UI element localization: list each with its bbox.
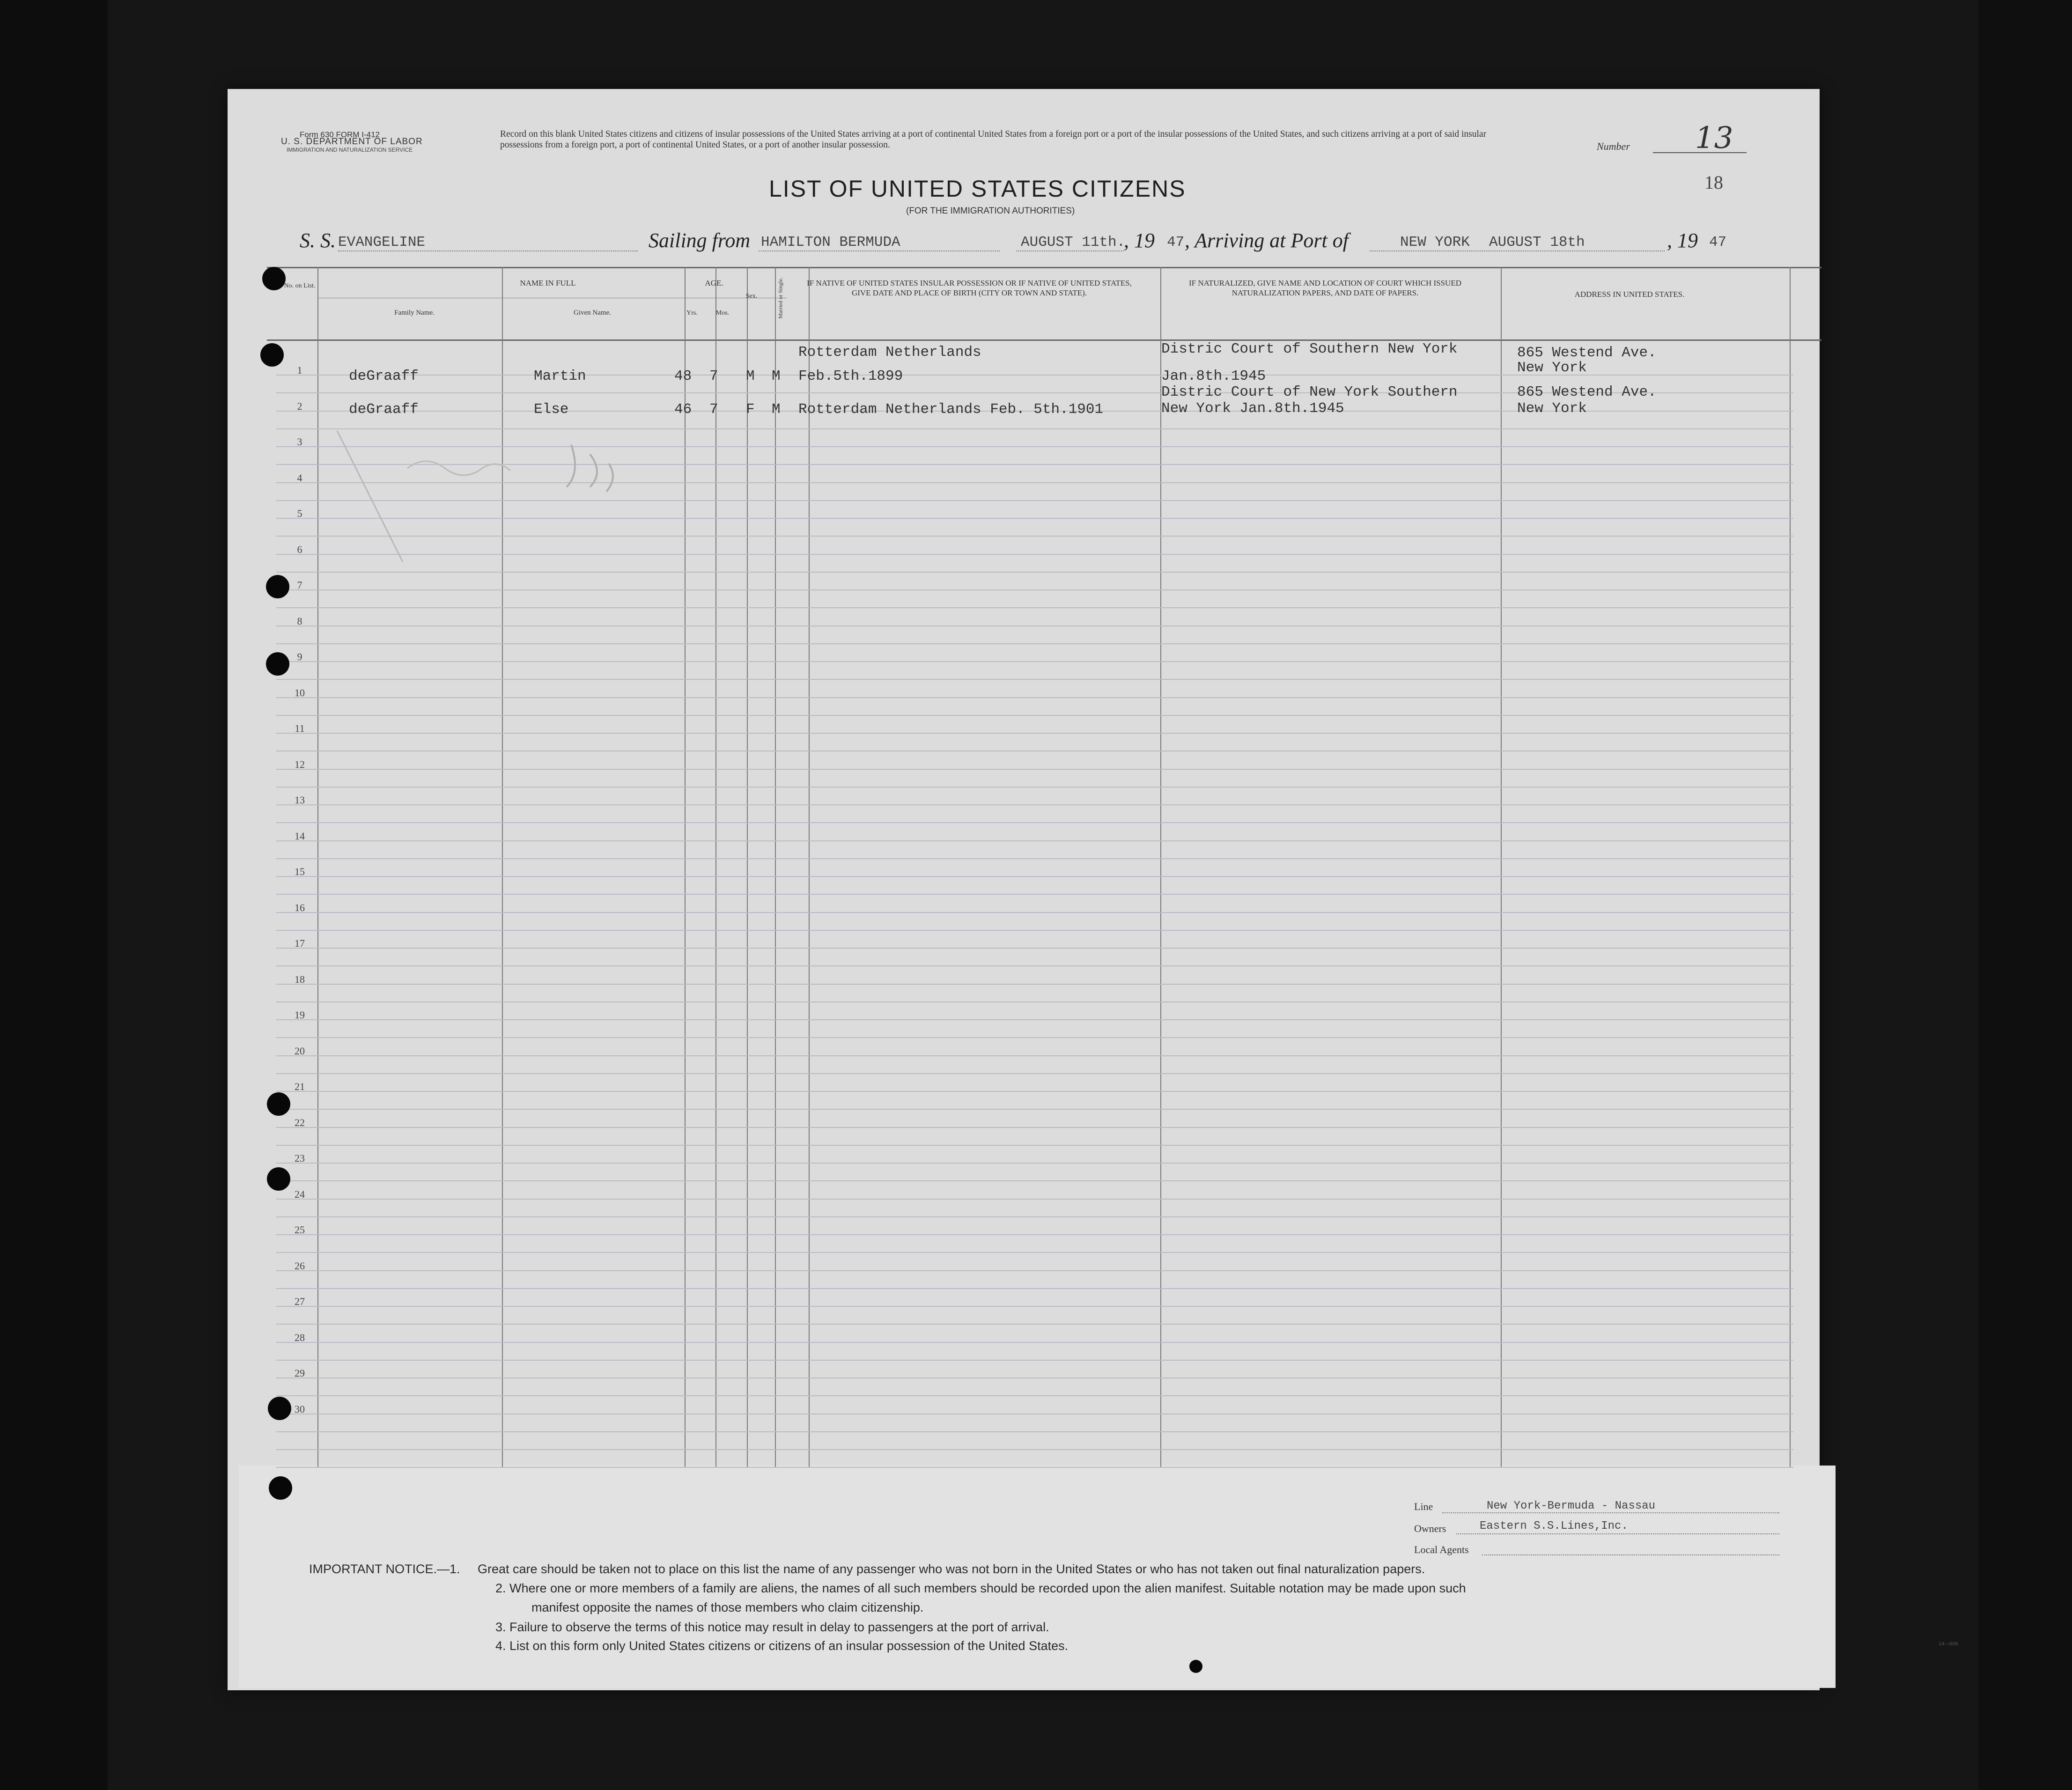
col-header-yrs: Yrs.	[686, 309, 698, 317]
row-number: 26	[295, 1260, 305, 1272]
document-title: LIST OF UNITED STATES CITIZENS	[769, 176, 1186, 202]
row-number: 19	[295, 1009, 305, 1021]
row-rule	[276, 840, 1793, 841]
sailing-from-label: Sailing from	[649, 229, 751, 252]
row-rule	[276, 1270, 1793, 1271]
row-number: 6	[297, 544, 302, 555]
row-rule	[276, 769, 1793, 770]
col-header-address: ADDRESS IN UNITED STATES.	[1574, 290, 1685, 299]
row-2-address-line2: New York	[1517, 400, 1587, 417]
row-rule	[276, 1360, 1793, 1361]
row-1-sex: M	[746, 368, 755, 384]
col-header-sex: Sex.	[745, 293, 758, 300]
scan-border-left	[0, 0, 108, 1790]
row-number: 18	[295, 973, 305, 985]
col-header-mos: Mos.	[715, 309, 730, 317]
row-1-family-name: deGraaff	[349, 368, 419, 384]
line-value: New York-Bermuda - Nassau	[1487, 1500, 1656, 1512]
col-header-age: AGE.	[705, 279, 723, 287]
row-number: 16	[295, 902, 305, 913]
row-rule	[276, 1467, 1793, 1468]
notice-4: 4. List on this form only United States citizens or citizens of an insular possession of the United States.	[495, 1639, 1069, 1653]
row-number: 13	[295, 794, 305, 806]
row-rule	[276, 1431, 1793, 1432]
row-rule	[276, 948, 1793, 949]
row-2-marital: M	[772, 401, 781, 418]
row-1-address-line2: New York	[1517, 360, 1587, 376]
sailing-date-line	[1016, 250, 1124, 251]
row-1-yrs: 48	[674, 368, 692, 384]
row-rule	[276, 1306, 1793, 1307]
row-number: 14	[295, 830, 305, 842]
row-rule	[276, 715, 1793, 716]
row-rule	[276, 697, 1793, 698]
row-2-family-name: deGraaff	[349, 401, 419, 418]
row-rule	[276, 1449, 1793, 1450]
row-1-birth-line1: Rotterdam Netherlands	[798, 344, 981, 361]
row-rule	[276, 1377, 1793, 1378]
form-code: 14—606	[1939, 1641, 1958, 1647]
col-header-no: No. on List.	[284, 282, 316, 289]
sailing-date: AUGUST 11th.	[1021, 234, 1126, 250]
owners-dots	[1456, 1533, 1779, 1534]
arriving-line	[1370, 250, 1665, 251]
ship-label: S. S.	[300, 229, 336, 252]
row-1-marital: M	[772, 368, 781, 384]
row-rule	[276, 1288, 1793, 1289]
row-rule	[276, 1037, 1793, 1038]
row-rule	[276, 1109, 1793, 1110]
row-rule	[276, 965, 1793, 966]
header-bottom-rule	[267, 339, 1821, 341]
punch-hole	[268, 1397, 291, 1420]
manifest-sheet	[228, 89, 1820, 1690]
row-number: 12	[295, 759, 305, 770]
punch-hole	[266, 575, 289, 598]
notice-3: 3. Failure to observe the terms of this notice may result in delay to passengers at the port of arrival.	[495, 1620, 1049, 1634]
row-2-address-line1: 865 Westend Ave.	[1517, 384, 1657, 400]
row-rule	[276, 1324, 1793, 1325]
row-rule	[276, 679, 1793, 680]
row-rule	[276, 1055, 1793, 1056]
row-rule	[276, 643, 1793, 644]
punch-hole	[269, 1476, 292, 1500]
service-name: IMMIGRATION AND NATURALIZATION SERVICE	[287, 147, 413, 153]
row-2-given-name: Else	[534, 401, 569, 418]
owners-value: Eastern S.S.Lines,Inc.	[1480, 1520, 1628, 1532]
col-header-naturalized: IF NATURALIZED, GIVE NAME AND LOCATION OF COURT WHICH ISSUED NATURALIZATION PAPERS, AND DATE OF PAPERS.	[1188, 279, 1461, 297]
row-rule	[276, 1234, 1793, 1235]
notice-1: Great care should be taken not to place on this list the name of any passenger who was not born in the United States or who has not taken out final naturalization papers.	[478, 1562, 1425, 1576]
row-rule	[276, 894, 1793, 895]
punch-hole	[1189, 1660, 1202, 1673]
row-rule	[276, 1180, 1793, 1181]
local-agents-label: Local Agents	[1414, 1544, 1469, 1555]
sailing-year-label: , 19	[1124, 229, 1155, 252]
row-rule	[276, 661, 1793, 662]
sailing-year: 47	[1167, 234, 1185, 250]
arriving-label: , Arriving at Port of	[1185, 229, 1349, 252]
row-rule	[276, 822, 1793, 823]
row-rule	[276, 1091, 1793, 1092]
row-rule	[276, 1252, 1793, 1253]
sailing-from-line	[759, 250, 1000, 251]
list-number: 13	[1695, 121, 1733, 155]
row-rule	[276, 589, 1793, 590]
row-number: 20	[295, 1045, 305, 1057]
row-rule	[276, 858, 1793, 859]
row-number: 25	[295, 1224, 305, 1236]
col-header-given-name: Given Name.	[574, 309, 611, 317]
row-number: 1	[297, 364, 302, 376]
row-rule	[276, 607, 1793, 608]
row-number: 8	[297, 615, 302, 627]
row-rule	[276, 876, 1793, 877]
row-number: 17	[295, 937, 305, 949]
line-label: Line	[1414, 1501, 1433, 1512]
row-rule	[276, 1216, 1793, 1217]
pencil-scribble	[328, 412, 665, 571]
row-number: 24	[295, 1188, 305, 1200]
row-number: 30	[295, 1403, 305, 1415]
row-1-court-line2: Jan.8th.1945	[1161, 368, 1266, 384]
punch-hole	[267, 1167, 290, 1191]
punch-hole	[260, 343, 284, 367]
row-rule	[276, 804, 1793, 805]
punch-hole	[267, 1092, 290, 1116]
punch-hole	[262, 267, 286, 290]
document-subtitle: (FOR THE IMMIGRATION AUTHORITIES)	[906, 206, 1075, 216]
arriving-date: AUGUST 18th	[1489, 234, 1585, 250]
row-number: 15	[295, 866, 305, 877]
row-number: 22	[295, 1117, 305, 1128]
row-rule	[276, 572, 1793, 573]
line-dots	[1442, 1512, 1779, 1513]
row-rule	[276, 1342, 1793, 1343]
row-number: 21	[295, 1081, 305, 1092]
department-name: U. S. DEPARTMENT OF LABOR	[281, 137, 423, 147]
row-rule	[276, 1073, 1793, 1074]
notice-2a: 2. Where one or more members of a family are aliens, the names of all such members should be recorded upon the alien manifest. Suitable notation may be made upon such	[495, 1581, 1466, 1595]
row-number: 4	[297, 472, 302, 484]
row-rule	[276, 912, 1793, 913]
row-number: 5	[297, 508, 302, 519]
form-instructions: Record on this blank United States citizens and citizens of insular possessions of the United States arriving at a port of continental United States from a foreign port or a port of the insular possessions of the United States, and such citizens arriving at a port of said insular possessions from a foreign port, a port of continental United States, or a port of another insular possession.	[500, 129, 1487, 150]
punch-hole	[266, 652, 289, 676]
form-number: Form 630 FORM I-412	[300, 130, 380, 139]
row-number: 29	[295, 1367, 305, 1379]
row-1-address-line1: 865 Westend Ave.	[1517, 345, 1657, 361]
row-1-birth-line2: Feb.5th.1899	[798, 368, 903, 384]
row-number: 7	[297, 579, 302, 591]
row-1-mos: 7	[709, 368, 718, 384]
row-rule	[276, 1127, 1793, 1128]
local-agents-dots	[1482, 1554, 1779, 1555]
col-header-name-in-full: NAME IN FULL	[520, 279, 576, 287]
page-number: 18	[1704, 172, 1723, 193]
arriving-port: NEW YORK	[1400, 234, 1470, 250]
row-number: 10	[295, 687, 305, 699]
col-header-married: Married or Single.	[777, 277, 784, 319]
row-rule	[276, 733, 1793, 734]
row-rule	[276, 1019, 1793, 1020]
row-2-mos: 7	[709, 401, 718, 418]
row-number: 9	[297, 651, 302, 663]
row-2-court-line1: Distric Court of New York Southern	[1161, 384, 1458, 400]
number-label: Number	[1597, 140, 1630, 152]
row-2-sex: F	[746, 401, 755, 418]
row-2-yrs: 46	[674, 401, 692, 418]
row-number: 27	[295, 1296, 305, 1307]
row-rule	[276, 1163, 1793, 1164]
notice-2b: manifest opposite the names of those members who claim citizenship.	[531, 1600, 924, 1614]
row-number: 23	[295, 1152, 305, 1164]
row-2-birth-line1: Rotterdam Netherlands Feb. 5th.1901	[798, 401, 1104, 418]
row-number: 2	[297, 400, 302, 412]
row-number: 11	[295, 722, 305, 734]
arriving-year-label: , 19	[1667, 229, 1698, 252]
ship-name: EVANGELINE	[338, 234, 426, 250]
row-2-court-line2: New York Jan.8th.1945	[1161, 400, 1344, 417]
manifest-sheet-lower	[239, 1466, 1836, 1688]
row-1-given-name: Martin	[534, 368, 586, 384]
row-number: 28	[295, 1332, 305, 1343]
notice-heading: IMPORTANT NOTICE.—1.	[309, 1562, 460, 1576]
col-header-birth: IF NATIVE OF UNITED STATES INSULAR POSSESSION OR IF NATIVE OF UNITED STATES, GIVE DATE AND PLACE OF BIRTH (CITY OR TOWN AND STATE).	[807, 279, 1132, 297]
col-header-family-name: Family Name.	[394, 309, 435, 317]
row-rule	[276, 1199, 1793, 1200]
ship-name-line	[338, 250, 638, 251]
arriving-year: 47	[1709, 234, 1727, 250]
row-rule	[276, 930, 1793, 931]
sailing-from-port: HAMILTON BERMUDA	[761, 234, 900, 250]
row-number: 3	[297, 436, 302, 448]
owners-label: Owners	[1414, 1523, 1446, 1534]
scan-border-right	[1978, 0, 2072, 1790]
row-rule	[276, 1145, 1793, 1146]
row-rule	[276, 984, 1793, 985]
row-rule	[276, 1395, 1793, 1396]
row-rule	[276, 787, 1793, 788]
table-top-rule	[267, 267, 1821, 268]
row-1-court-line1: Distric Court of Southern New York	[1161, 341, 1458, 357]
